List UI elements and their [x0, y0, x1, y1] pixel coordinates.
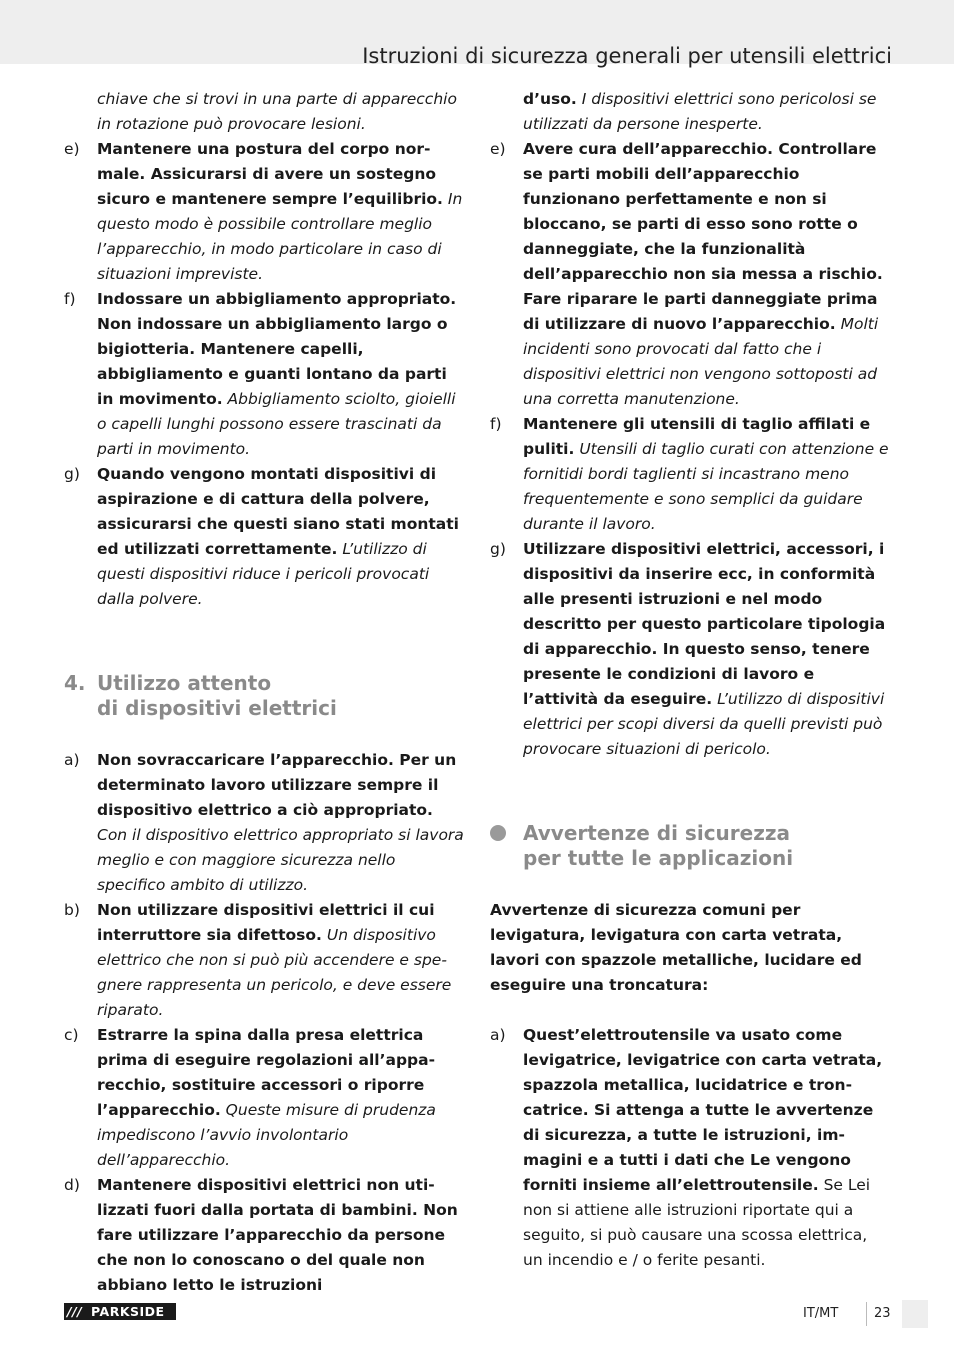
- list-item: [64, 898, 464, 1023]
- common-warnings-heading: Avvertenze di sicurezza comuni per levigatura, levigatura con carta vetrata, lavori con spazzole metalliche, lucidare ed eseguire una troncatura:: [490, 901, 862, 994]
- section-title-line: Avvertenze di sicurezza: [523, 821, 790, 845]
- item-marker: f): [64, 290, 76, 308]
- item-bold-text: Mantenere gli utensili di taglio affilati e puliti.: [523, 415, 871, 458]
- page-title: Istruzioni di sicurezza generali per utensili elettrici: [362, 44, 892, 69]
- language-code: IT/MT: [803, 1306, 839, 1321]
- item-marker: f): [490, 415, 502, 433]
- item-marker: c): [64, 1026, 79, 1044]
- intro-text: chiave che si trovi in una parte di apparecchio in rotazione può provocare lesioni.: [97, 90, 457, 133]
- list-item: [64, 1173, 464, 1298]
- item-bold-text: Quest’elettroutensile va usato come levigatrice, levigatrice con carta vetrata, spazzola metallica, lucidatrice e troncatrice. Si attenga a tutte le avvertenze di sicurezza, a tutte le istruzioni, immagini e a tutti i dati che Le vengono forniti insieme all’elettroutensile.: [523, 1026, 883, 1194]
- section-title-line: Utilizzo attento: [97, 671, 272, 695]
- list-item: [490, 537, 890, 762]
- item-marker: g): [490, 540, 506, 558]
- list-item: [64, 137, 464, 287]
- item-marker: a): [490, 1026, 506, 1044]
- item-bold-text: Indossare un abbigliamento appropriato. Non indossare un abbigliamento largo o bigiotteria. Mantenere capelli, abbigliamento e guanti lontano da parti in movimento.: [97, 290, 457, 408]
- item-bold-text: Mantenere una postura del corpo normale. Assicurarsi di avere un sostegno sicuro e mantenere sempre l’equilibrio.: [97, 140, 443, 208]
- item-italic-text: Con il dispositivo elettrico appropriato si lavora meglio e con maggiore sicurezza nello specifico ambito di utilizzo.: [97, 826, 464, 894]
- item-italic-text: Queste misure di prudenza impediscono l’avvio involontario dell’apparecchio.: [97, 1101, 436, 1169]
- footer-divider: [866, 1302, 867, 1326]
- item-marker: g): [64, 465, 80, 483]
- item-marker: a): [64, 751, 80, 769]
- item-marker: e): [64, 140, 80, 158]
- item-bold-text: Utilizzare dispositivi elettrici, accessori, i dispositivi da inserire ecc, in conformità alle presenti istruzioni e nel modo descritto per questo particolare tipologia di apparecchio. In questo senso, tenere presente le condizioni di lavoro e l’attività da eseguire.: [523, 540, 886, 708]
- item-italic-text: Un dispositivo elettrico che non si può più accendere e spegnere rappresenta un pericolo, e deve essere riparato.: [97, 926, 452, 1019]
- section-title-line: per tutte le applicazioni: [523, 846, 794, 870]
- list-item: [64, 748, 464, 898]
- section-heading-warnings: [490, 821, 890, 871]
- page-number: 23: [874, 1306, 891, 1321]
- footer-tab: [902, 1300, 928, 1328]
- list-item: [64, 1023, 464, 1173]
- left-column: [64, 87, 464, 1298]
- list-item: [64, 287, 464, 462]
- item-italic-text: Molti incidenti sono provocati dal fatto che i dispositivi elettrici non vengono sottoposti ad una corretta manutenzione.: [523, 315, 879, 408]
- item-italic-text: In questo modo è possibile controllare meglio l’apparecchio, in modo particolare in caso di situazioni impreviste.: [97, 190, 463, 283]
- item-bold-text: Estrarre la spina dalla presa elettrica prima di eseguire regolazioni all’apparecchio, sostituire accessori o riporre l’apparecchio.: [97, 1026, 436, 1119]
- item-bold-text: Quando vengono montati dispositivi di aspirazione e di cattura della polvere, assicurarsi che questi siano stati montati ed utilizzati correttamente.: [97, 465, 459, 558]
- item-italic-text: Utensili di taglio curati con attenzione e fornitidi bordi taglienti si incastrano meno frequentemente e sono semplici da guidare durante il lavoro.: [523, 440, 889, 533]
- continued-text: [490, 87, 890, 137]
- section-number: 4.: [64, 671, 86, 695]
- item-bold-text: Non utilizzare dispositivi elettrici il cui interruttore sia difettoso.: [97, 901, 435, 944]
- right-column: [490, 87, 890, 1273]
- logo-stripes: ///: [67, 1304, 83, 1319]
- list-item: [490, 412, 890, 537]
- item-italic-text: L’utilizzo di dispositivi elettrici per scopi diversi da quelli previsti può provocare situazioni di pericolo.: [523, 690, 885, 758]
- item-bold-text: Avere cura dell’apparecchio. Controllare se parti mobili dell’apparecchio funzionano perfettamente e non si bloccano, se parti di esso sono rotte o danneggiate, che la funzionalità dell’apparecchio non sia messa a rischio. Fare riparare le parti danneggiate prima di utilizzare di nuovo l’apparecchio.: [523, 140, 883, 333]
- item-bold-text: Mantenere dispositivi elettrici non utilizzati fuori dalla portata di bambini. Non fare utilizzare l’apparecchio da persone che non lo conoscano o del quale non abbiano letto le istruzioni: [97, 1176, 458, 1294]
- section-title-line: di dispositivi elettrici: [97, 696, 337, 720]
- item-marker: d): [64, 1176, 80, 1194]
- item-italic-text: Abbigliamento sciolto, gioielli o capelli lunghi possono essere trascinati da parti in movimento.: [97, 390, 456, 458]
- bullet-dot-icon: [490, 825, 506, 841]
- item-normal-text: Se Lei non si attiene alle istruzioni riportate qui a seguito, si può causare una scossa elettrica, un incendio e / o ferite pesanti.: [523, 1176, 871, 1269]
- list-item: [490, 1023, 890, 1273]
- list-item: [490, 137, 890, 412]
- parkside-logo: [64, 1303, 176, 1320]
- item-bold-text: Non sovraccaricare l’apparecchio. Per un determinato lavoro utilizzare sempre il dispositivo elettrico a ciò appropriato.: [97, 751, 457, 819]
- section-heading-4: [64, 671, 464, 721]
- item-marker: e): [490, 140, 506, 158]
- continued-italic: I dispositivi elettrici sono pericolosi se utilizzati da persone inesperte.: [523, 90, 877, 133]
- continued-bold: d’uso.: [523, 90, 577, 108]
- item-italic-text: L’utilizzo di questi dispositivi riduce i pericoli provocati dalla polvere.: [97, 540, 430, 608]
- list-item: [64, 462, 464, 612]
- logo-text: PARKSIDE: [91, 1304, 165, 1319]
- item-marker: b): [64, 901, 80, 919]
